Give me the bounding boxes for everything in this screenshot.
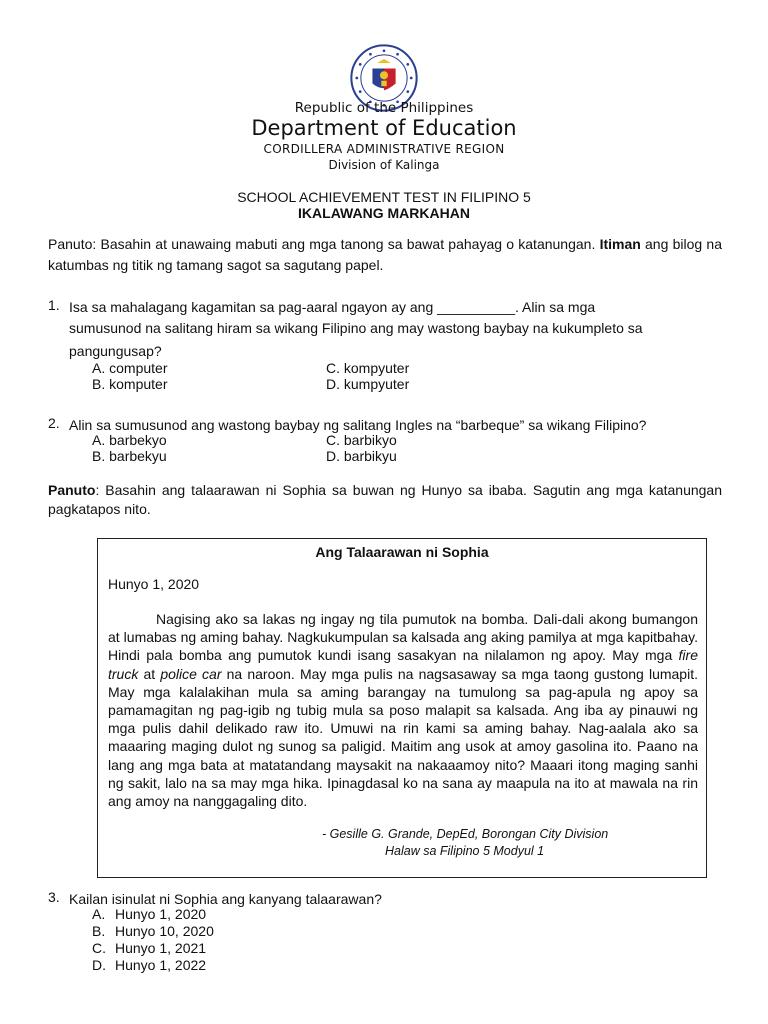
option-a: A. computer [92, 360, 168, 376]
question-text-line: sumusunod na salitang hiram sa wikang Filipino ang may wastong baybay na kukumpleto sa [69, 320, 643, 336]
diary-box [97, 538, 707, 878]
option-b: B. Hunyo 10, 2020 [92, 923, 214, 939]
option-c: C. barbikyo [326, 432, 397, 448]
option-d: D. kumpyuter [326, 376, 410, 392]
diary-date: Hunyo 1, 2020 [108, 576, 200, 592]
question-number: 2. [48, 415, 60, 431]
diary-source-author: - Gesille G. Grande, DepEd, Borongan City Division [322, 827, 609, 841]
test-title: SCHOOL ACHIEVEMENT TEST IN FILIPINO 5 [237, 189, 531, 205]
question-text: Alin sa sumusunod ang wastong baybay ng salitang Ingles na “barbeque” sa wikang Filipino? [69, 417, 647, 433]
instructions-1: Panuto: Basahin at unawaing mabuti ang mga tanong sa bawat pahayag o katanungan. Itiman ang bilog na katumbas ng titik ng tamang sagot sa sagutang papel. [48, 236, 722, 273]
question-text-line: Isa sa mahalagang kagamitan sa pag-aaral ngayon ay ang __________. Alin sa mga [69, 299, 596, 315]
option-b: B. komputer [92, 376, 168, 392]
option-d: D. barbikyu [326, 448, 397, 464]
test-quarter: IKALAWANG MARKAHAN [298, 205, 470, 221]
option-b: B. barbekyu [92, 448, 167, 464]
department-title: Department of Education [251, 116, 517, 140]
option-a: A. Hunyo 1, 2020 [92, 906, 207, 922]
question-number: 3. [48, 889, 60, 905]
diary-source-module: Halaw sa Filipino 5 Modyul 1 [385, 844, 545, 858]
option-c: C. kompyuter [326, 360, 410, 376]
republic-label: Republic of the Philippines [294, 100, 474, 116]
diary-body: Nagising ako sa lakas ng ingay ng tila pumutok na bomba. Dali-dali akong bumangon at lumabas ng aming bahay. Nagkukumpulan sa kalsada ang aking pamilya at mga kapitbahay. Hindi pala bomba ang pumutok kundi isang sasakyan na nilalamon ng apoy. May mga fire truck at police car na naroon. May mga pulis na nagsasaway sa mga taong gustong lumapit. May mga kalalakihan mula sa aming barangay na tumulong sa pag-apula ng apoy sa pamamagitan ng pag-igib ng tubig mula sa poso malapit sa kalsada. Ang iba ay pinauwi ng mga pulis dahil delikado raw ito. Umuwi na rin kami sa aming bahay. Nag-aalala ako sa maaaring maging dulot ng sunog sa paligid. Maitim ang usok at amoy gasolina ito. Paano na lang ang mga bata at matatandang maysakit na nakaaamoy nito? Maaari itong maging sanhi ng sakit, lalo na sa may mga hika. Ipinagdasal ko na sana ay maapula na ito at mawala na rin ang amoy na nanggagaling dito. [108, 611, 698, 810]
option-d: D. Hunyo 1, 2022 [92, 957, 207, 973]
question-number: 1. [48, 297, 60, 313]
question-text-line: pangungusap? [69, 343, 162, 359]
division-label: Division of Kalinga [328, 158, 440, 172]
question-text: Kailan isinulat ni Sophia ang kanyang talaarawan? [69, 891, 382, 907]
option-a: A. barbekyo [92, 432, 167, 448]
option-list [92, 906, 214, 974]
instructions-2: Panuto: Basahin ang talaarawan ni Sophia sa buwan ng Hunyo sa ibaba. Sagutin ang mga katanungan pagkatapos nito. [48, 482, 722, 517]
option-c: C. Hunyo 1, 2021 [92, 940, 207, 956]
diary-title: Ang Talaarawan ni Sophia [315, 544, 489, 560]
region-label: CORDILLERA ADMINISTRATIVE REGION [263, 142, 505, 156]
